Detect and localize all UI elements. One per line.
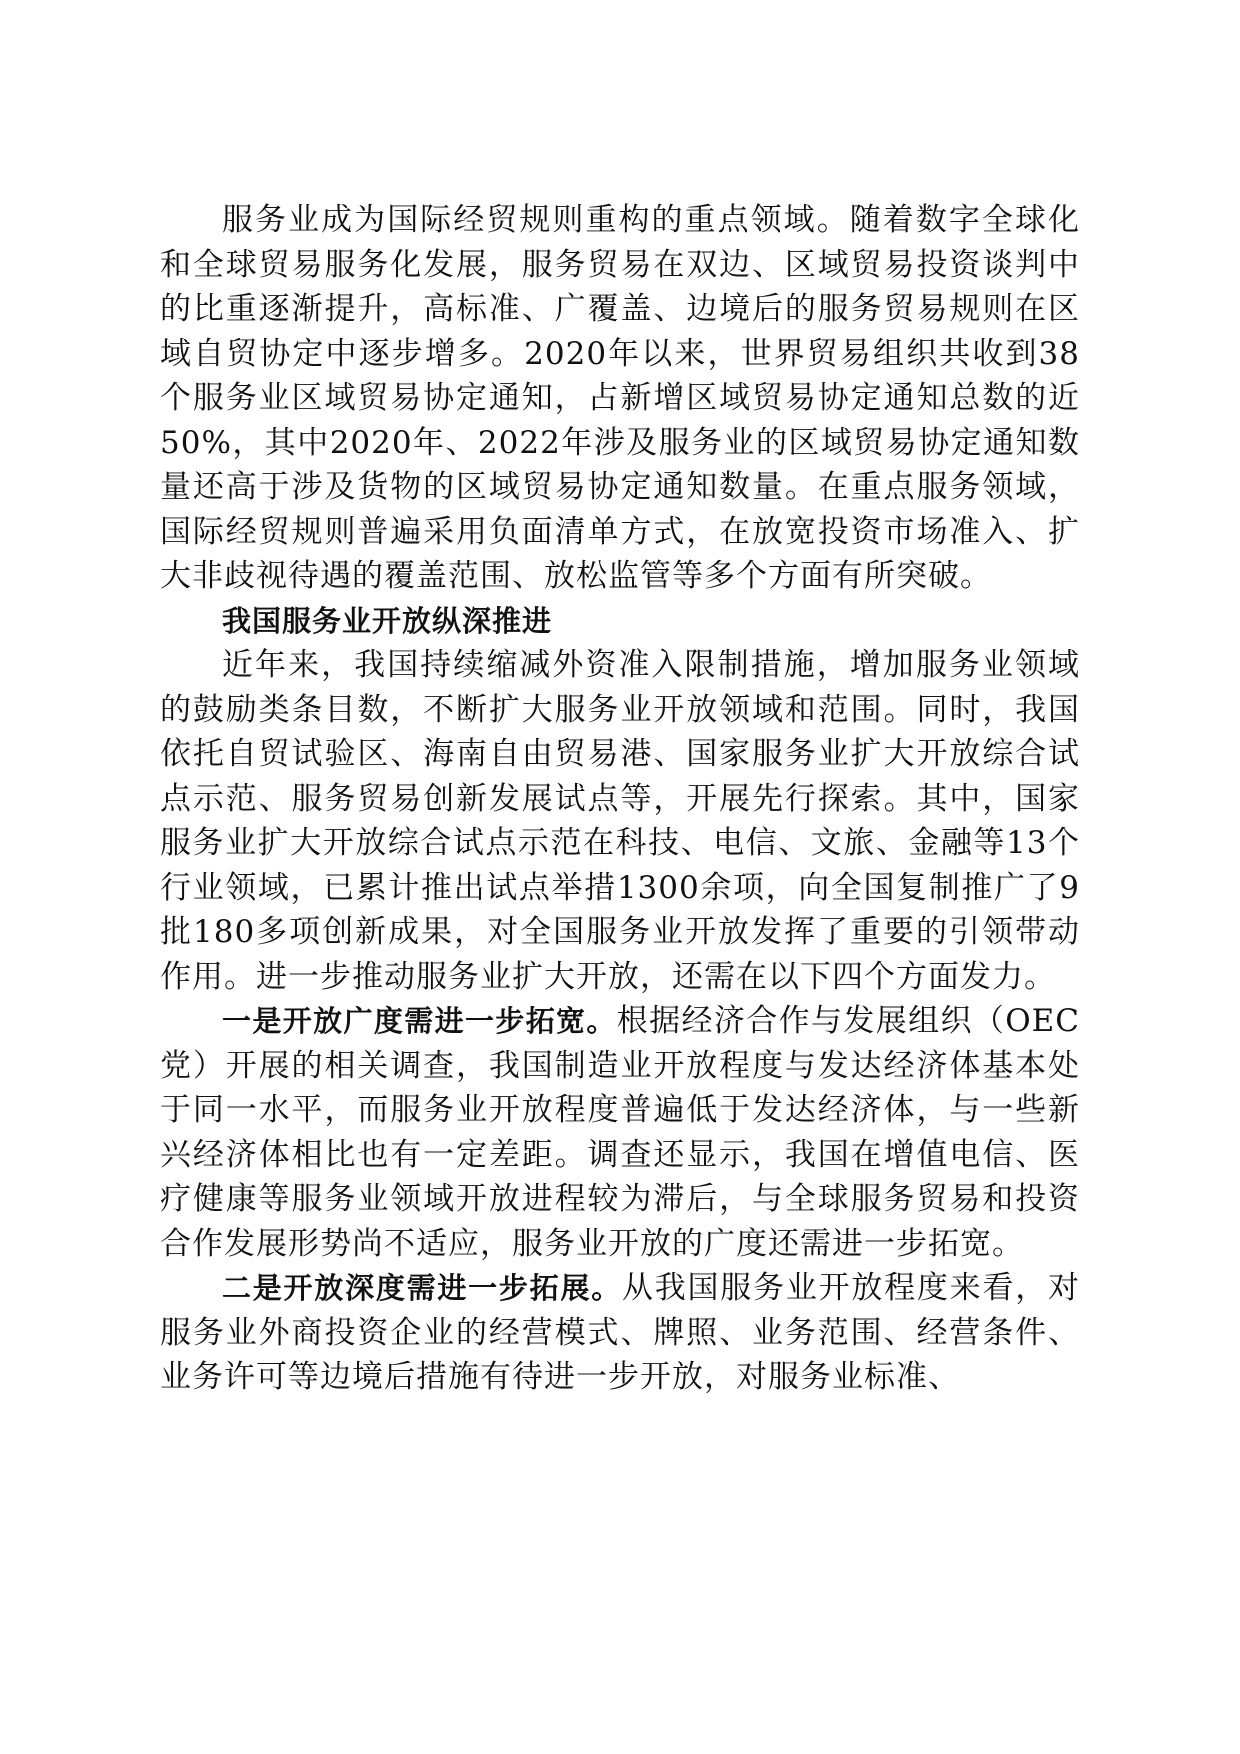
paragraph-text: 近年来，我国持续缩减外资准入限制措施，增加服务业领域的鼓励类条目数，不断扩大服务业开放领域和范围。同时，我国依托自贸试验区、海南自由贸易港、国家服务业扩大开放综合试点示范、服务贸易创新发展试点等，开展先行探索。其中，国家服务业扩大开放综合试点示范在科技、电信、文旅、金融等13个行业领域，已累计推出试点举措1300余项，向全国复制推广了9批180多项创新成果，对全国服务业开放发挥了重要的引领带动作用。进一步推动服务业扩大开放，还需在以下四个方面发力。	[160, 647, 1080, 995]
paragraph-text: 从我国服务业开放程度来看，对服务业外商投资企业的经营模式、牌照、业务范围、经营条件、业务许可等边境后措施有待进一步开放，对服务业标准、	[160, 1270, 1080, 1395]
paragraph-services-rules	[160, 198, 1080, 599]
paragraph-lead: 一是开放广度需进一步拓宽。	[222, 1004, 617, 1038]
section-heading: 我国服务业开放纵深推进	[222, 603, 553, 638]
paragraph-recent-years	[160, 643, 1080, 999]
paragraph-openness-breadth	[160, 999, 1080, 1266]
paragraph-openness-depth	[160, 1266, 1080, 1400]
paragraph-text: 服务业成为国际经贸规则重构的重点领域。随着数字全球化和全球贸易服务化发展，服务贸易在双边、区域贸易投资谈判中的比重逐渐提升，高标准、广覆盖、边境后的服务贸易规则在区域自贸协定中逐步增多。2020年以来，世界贸易组织共收到38个服务业区域贸易协定通知，占新增区域贸易协定通知总数的近50%，其中2020年、2022年涉及服务业的区域贸易协定通知数量还高于涉及货物的区域贸易协定通知数量。在重点服务领域，国际经贸规则普遍采用负面清单方式，在放宽投资市场准入、扩大非歧视待遇的覆盖范围、放松监管等多个方面有所突破。	[160, 202, 1080, 594]
document-page	[160, 198, 1080, 1400]
paragraph-text: 根据经济合作与发展组织（OEC党）开展的相关调查，我国制造业开放程度与发达经济体基本处于同一水平，而服务业开放程度普遍低于发达经济体，与一些新兴经济体相比也有一定差距。调查还显示，我国在增值电信、医疗健康等服务业领域开放进程较为滞后，与全球服务贸易和投资合作发展形势尚不适应，服务业开放的广度还需进一步拓宽。	[160, 1003, 1080, 1262]
paragraph-lead: 二是开放深度需进一步拓展。	[222, 1271, 622, 1305]
